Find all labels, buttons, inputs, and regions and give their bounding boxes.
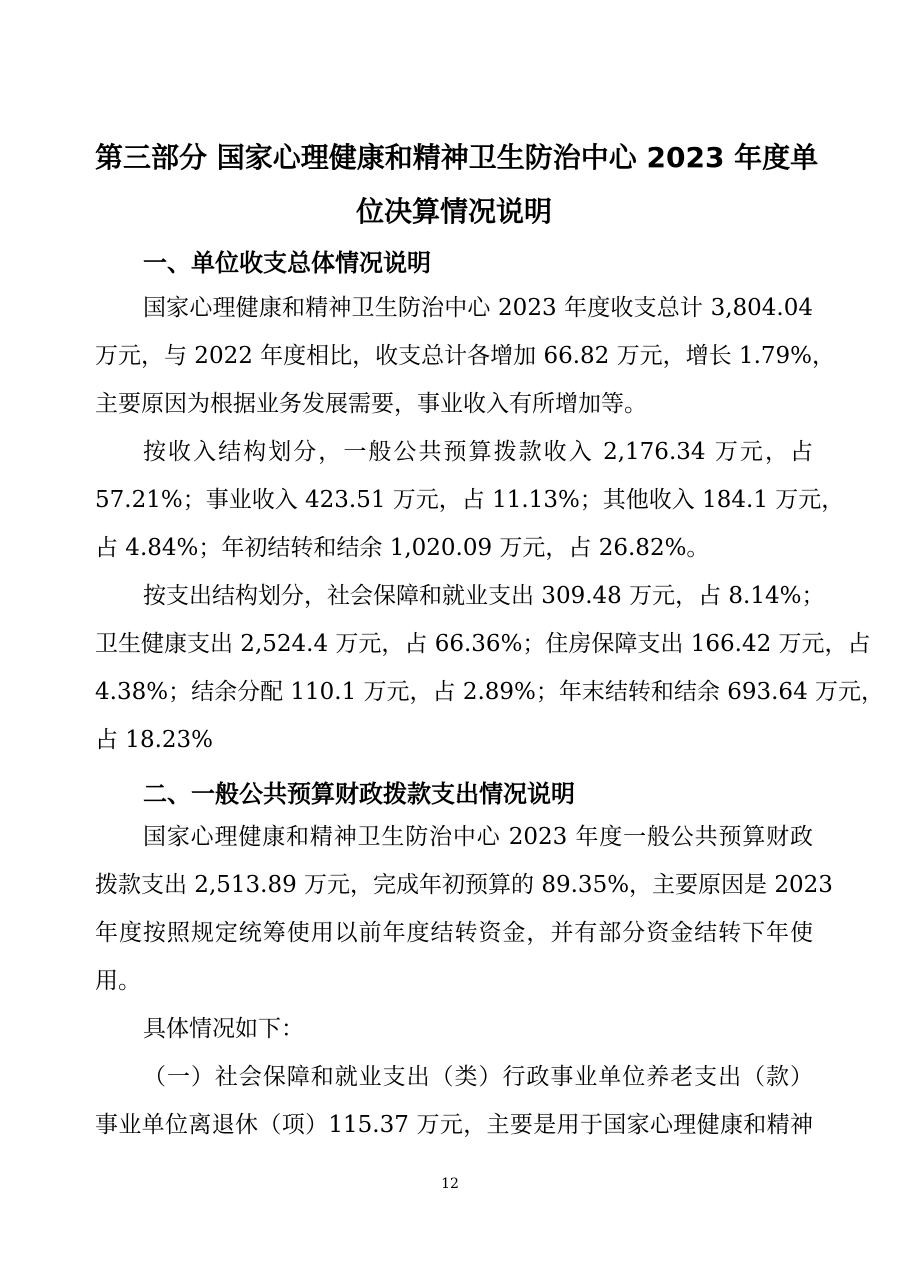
paragraph-line: 拨款支出 2,513.89 万元，完成年初预算的 89.35%，主要原因是 2023 [95,872,833,898]
paragraph-line: 国家心理健康和精神卫生防治中心 2023 年度一般公共预算财政 [143,824,813,850]
section-heading-1: 一、单位收支总体情况说明 [143,249,431,277]
paragraph-line: 主要原因为根据业务发展需要，事业收入有所增加等。 [95,391,647,417]
paragraph-line: 具体情况如下： [143,1016,304,1042]
paragraph-line: 占 4.84%；年初结转和结余 1,020.09 万元，占 26.82%。 [95,535,710,561]
paragraph-line: 用。 [95,968,141,994]
section-heading-2: 二、一般公共预算财政拨款支出情况说明 [143,780,575,808]
paragraph-line: 57.21%；事业收入 423.51 万元，占 11.13%；其他收入 184.1 万元， [95,487,845,513]
paragraph-line: 年度按照规定统筹使用以前年度结转资金，并有部分资金结转下年使 [95,920,813,946]
document-title-line-2: 位决算情况说明 [355,195,552,228]
page-number: 12 [441,1176,459,1192]
paragraph-line: 按收入结构划分，一般公共预算拨款收入 2,176.34 万元，占 [143,439,813,465]
document-title-line-1: 第三部分 国家心理健康和精神卫生防治中心 2023 年度单 [95,141,819,174]
paragraph-line: （一）社会保障和就业支出（类）行政事业单位养老支出（款） [143,1064,813,1090]
paragraph-line: 按支出结构划分，社会保障和就业支出 309.48 万元，占 8.14%； [143,583,825,609]
paragraph-line: 占 18.23% [95,727,214,753]
paragraph-line: 4.38%；结余分配 110.1 万元，占 2.89%；年末结转和结余 693.64 万元， [95,679,885,705]
paragraph-line: 卫生健康支出 2,524.4 万元，占 66.36%；住房保障支出 166.42 万元，占 [95,631,871,657]
paragraph-line: 国家心理健康和精神卫生防治中心 2023 年度收支总计 3,804.04 [143,295,813,321]
paragraph-line: 事业单位离退休（项）115.37 万元，主要是用于国家心理健康和精神 [95,1112,813,1138]
paragraph-line: 万元，与 2022 年度相比，收支总计各增加 66.82 万元，增长 1.79%， [95,343,835,369]
